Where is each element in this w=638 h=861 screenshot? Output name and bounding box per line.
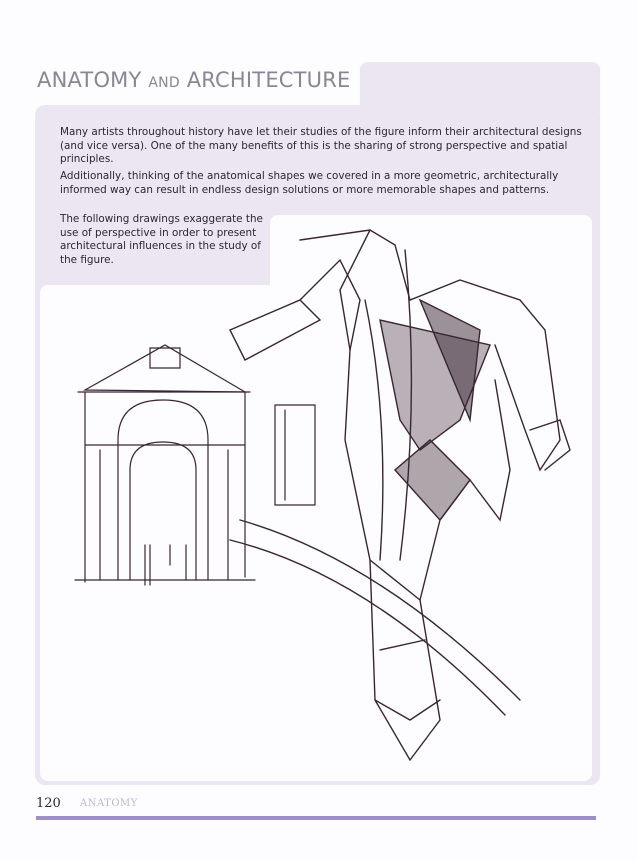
- title-word: ANATOMY: [37, 68, 142, 92]
- page-number: 120: [36, 796, 61, 811]
- title-word: ARCHITECTURE: [186, 68, 351, 92]
- paragraph-drawings: The following drawings exaggerate the use of perspective in order to present architectural influences in the study of the figure.: [60, 213, 263, 266]
- torso-sketch: [230, 230, 570, 760]
- footer-rule: [36, 816, 596, 820]
- running-footer-section: ANATOMY: [80, 798, 138, 809]
- title-word: AND: [148, 75, 180, 91]
- paragraph-additionally: Additionally, thinking of the anatomical shapes we covered in a more geometric, architecturally informed way can result in endless design solutions or more memorable shapes and patterns.: [60, 170, 559, 196]
- paragraph-intro: Many artists throughout history have let their studies of the figure inform their architectural designs (and vice versa). One of the many benefits of this is the sharing of strong perspective and spatial principles.: [60, 126, 582, 166]
- building-sketch: [75, 345, 315, 585]
